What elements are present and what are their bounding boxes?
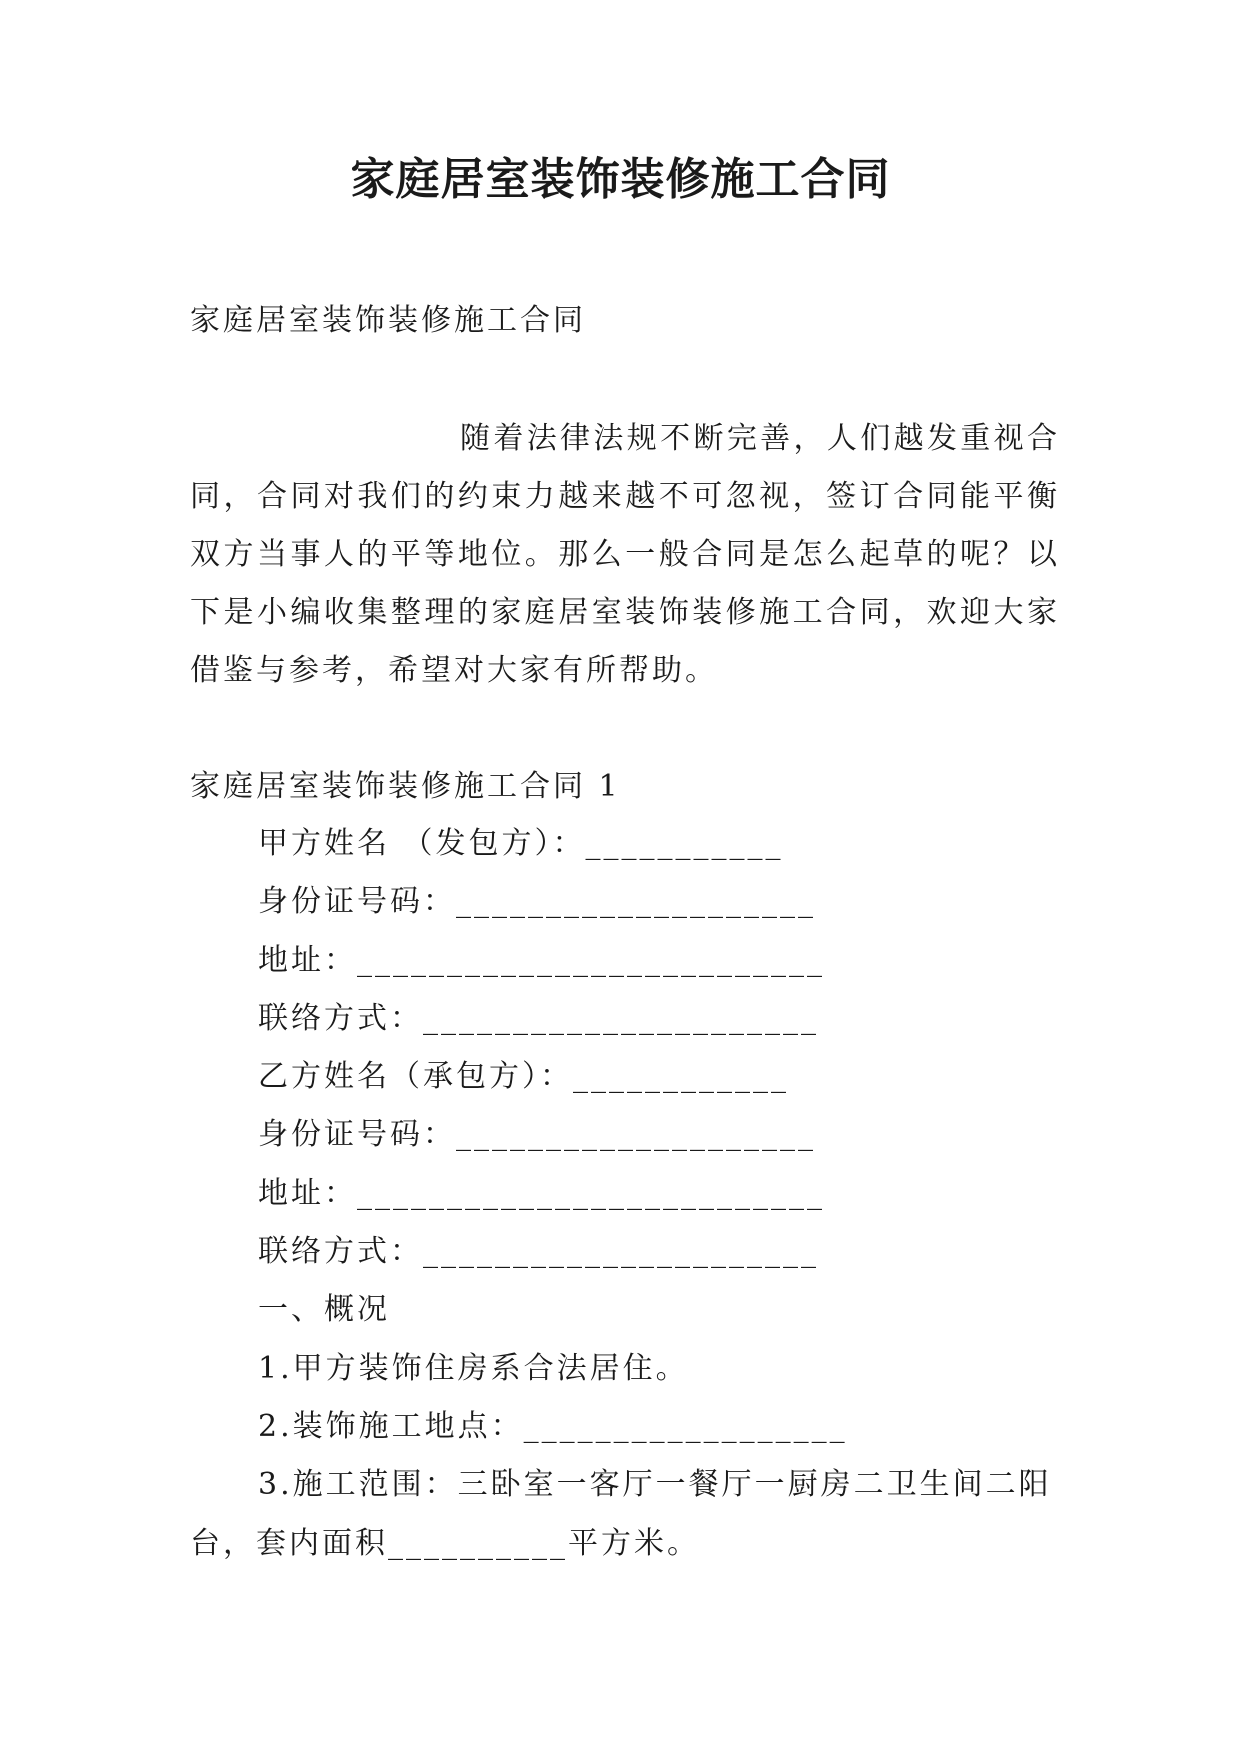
clause-1: 1.甲方装饰住房系合法居住。: [258, 1350, 689, 1386]
document-title: 家庭居室装饰装修施工合同: [350, 154, 891, 205]
party-b-id-field: 身份证号码：____________________: [258, 1117, 816, 1153]
party-a-address-field: 地址：__________________________: [258, 942, 825, 978]
party-a-name-field: 甲方姓名 （发包方）：___________: [258, 826, 784, 861]
clause-3: 3.施工范围：三卧室一客厅一餐厅一厨房二卫生间二阳台，套内面积__________平方米。: [190, 1467, 1052, 1561]
section-title: 家庭居室装饰装修施工合同 1: [190, 769, 621, 804]
party-b-contact-field: 联络方式：______________________: [258, 1234, 819, 1270]
party-a-id-field: 身份证号码：____________________: [258, 884, 816, 920]
clause-2: 2.装饰施工地点：__________________: [258, 1408, 848, 1444]
party-b-name-field: 乙方姓名（承包方）：____________: [258, 1059, 789, 1095]
party-a-contact-field: 联络方式：______________________: [258, 1000, 819, 1036]
party-b-address-field: 地址：__________________________: [258, 1175, 825, 1211]
document-subtitle: 家庭居室装饰装修施工合同: [190, 303, 586, 338]
overview-heading: 一、概况: [258, 1292, 390, 1328]
intro-paragraph: 随着法律法规不断完善，人们越发重视合同，合同对我们的约束力越来越不可忽视，签订合同能平衡双方当事人的平等地位。那么一般合同是怎么起草的呢？以下是小编收集整理的家庭居室装饰装修施工合同，欢迎大家借鉴与参考，希望对大家有所帮助。: [190, 421, 1060, 688]
contract-fields: [190, 815, 1060, 1573]
